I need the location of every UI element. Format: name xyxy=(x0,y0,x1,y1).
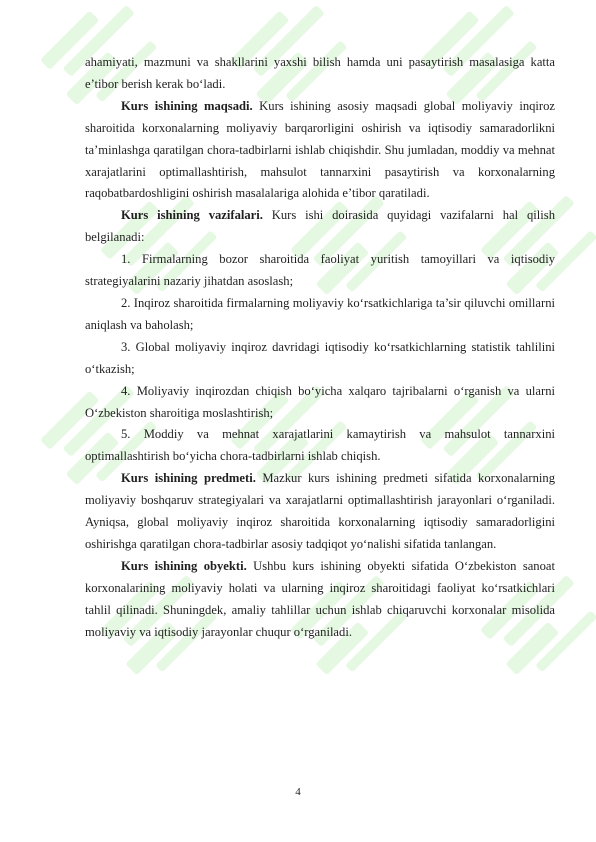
tasks-text: Kurs ishi doirasida quyidagi vazifalarni hal qilish belgilanadi: xyxy=(85,208,555,245)
page-number: 4 xyxy=(295,786,301,798)
goal-heading: Kurs ishining maqsadi. xyxy=(121,98,253,113)
task-item-2: 2. Inqiroz sharoitida firmalarning moliyaviy ko‘rsatkichlariga ta’sir qiluvchi omillarni aniqlash va baholash; xyxy=(85,295,555,332)
task-item-4: 4. Moliyaviy inqirozdan chiqish bo‘yicha xalqaro tajribalarni o‘rganish va ularni O‘zbekiston sharoitiga moslashtirish; xyxy=(85,383,555,420)
task-item-5: 5. Moddiy va mehnat xarajatlarini kamaytirish va mahsulot tannarxini optimallashtirish bo‘yicha chora-tadbirlarni ishlab chiqish. xyxy=(85,427,555,464)
intro-paragraph: ahamiyati, mazmuni va shakllarini yaxshi bilish hamda uni pasaytirish masalasiga katta e’tibor berish kerak bo‘ladi. xyxy=(85,55,555,91)
goal-paragraph xyxy=(85,96,555,206)
subject-heading: Kurs ishining predmeti. xyxy=(121,471,256,486)
goal-text: Kurs ishining asosiy maqsadi global moliyaviy inqiroz sharoitida korxonalarning moliyaviy barqarorligini oshirish va iqtisodiy samaradorlikni ta’minlashga qaratilgan chora-tadbirlarni ishlab chiqishdir. Shu jumladan, moddiy va mehnat xarajatlarini optimallashtirish, mahsulot tannarxini pasaytirish va korxonalarning raqobatbardoshligini oshirish masalalariga alohida e’tibor qaratiladi. xyxy=(85,98,555,201)
object-heading: Kurs ishining obyekti. xyxy=(121,558,247,573)
document-body xyxy=(85,52,555,643)
object-paragraph xyxy=(85,556,555,644)
task-item-3: 3. Global moliyaviy inqiroz davridagi iqtisodiy ko‘rsatkichlarning statistik tahlilini o‘tkazish; xyxy=(85,339,555,376)
tasks-heading: Kurs ishining vazifalari. xyxy=(121,208,263,223)
object-text: Ushbu kurs ishining obyekti sifatida O‘zbekiston sanoat korxonalarining moliyaviy holati va ularning inqiroz sharoitidagi faoliyat ko‘rsatkichlari tahlil qilinadi. Shuningdek, amaliy tahlillar uchun ishlab chiqaruvchi korxonalar misolida moliyaviy va iqtisodiy jarayonlar chuqur o‘rganiladi. xyxy=(85,558,555,639)
task-item-1: 1. Firmalarning bozor sharoitida faoliyat yuritish tamoyillari va iqtisodiy strategiyalarini nazariy jihatdan asoslash; xyxy=(85,252,555,289)
subject-text: Mazkur kurs ishining predmeti sifatida korxonalarning moliyaviy boshqaruv strategiyalari va xarajatlarni optimallashtirish jarayonlari o‘rganiladi. Ayniqsa, global moliyaviy inqiroz sharoitida korxonalarning iqtisodiy samaradorligini oshirishga qaratilgan chora-tadbirlar asosiy tadqiqot yo‘nalishi sifatida tanlangan. xyxy=(85,471,555,551)
tasks-paragraph xyxy=(85,205,555,249)
subject-paragraph xyxy=(85,468,555,556)
